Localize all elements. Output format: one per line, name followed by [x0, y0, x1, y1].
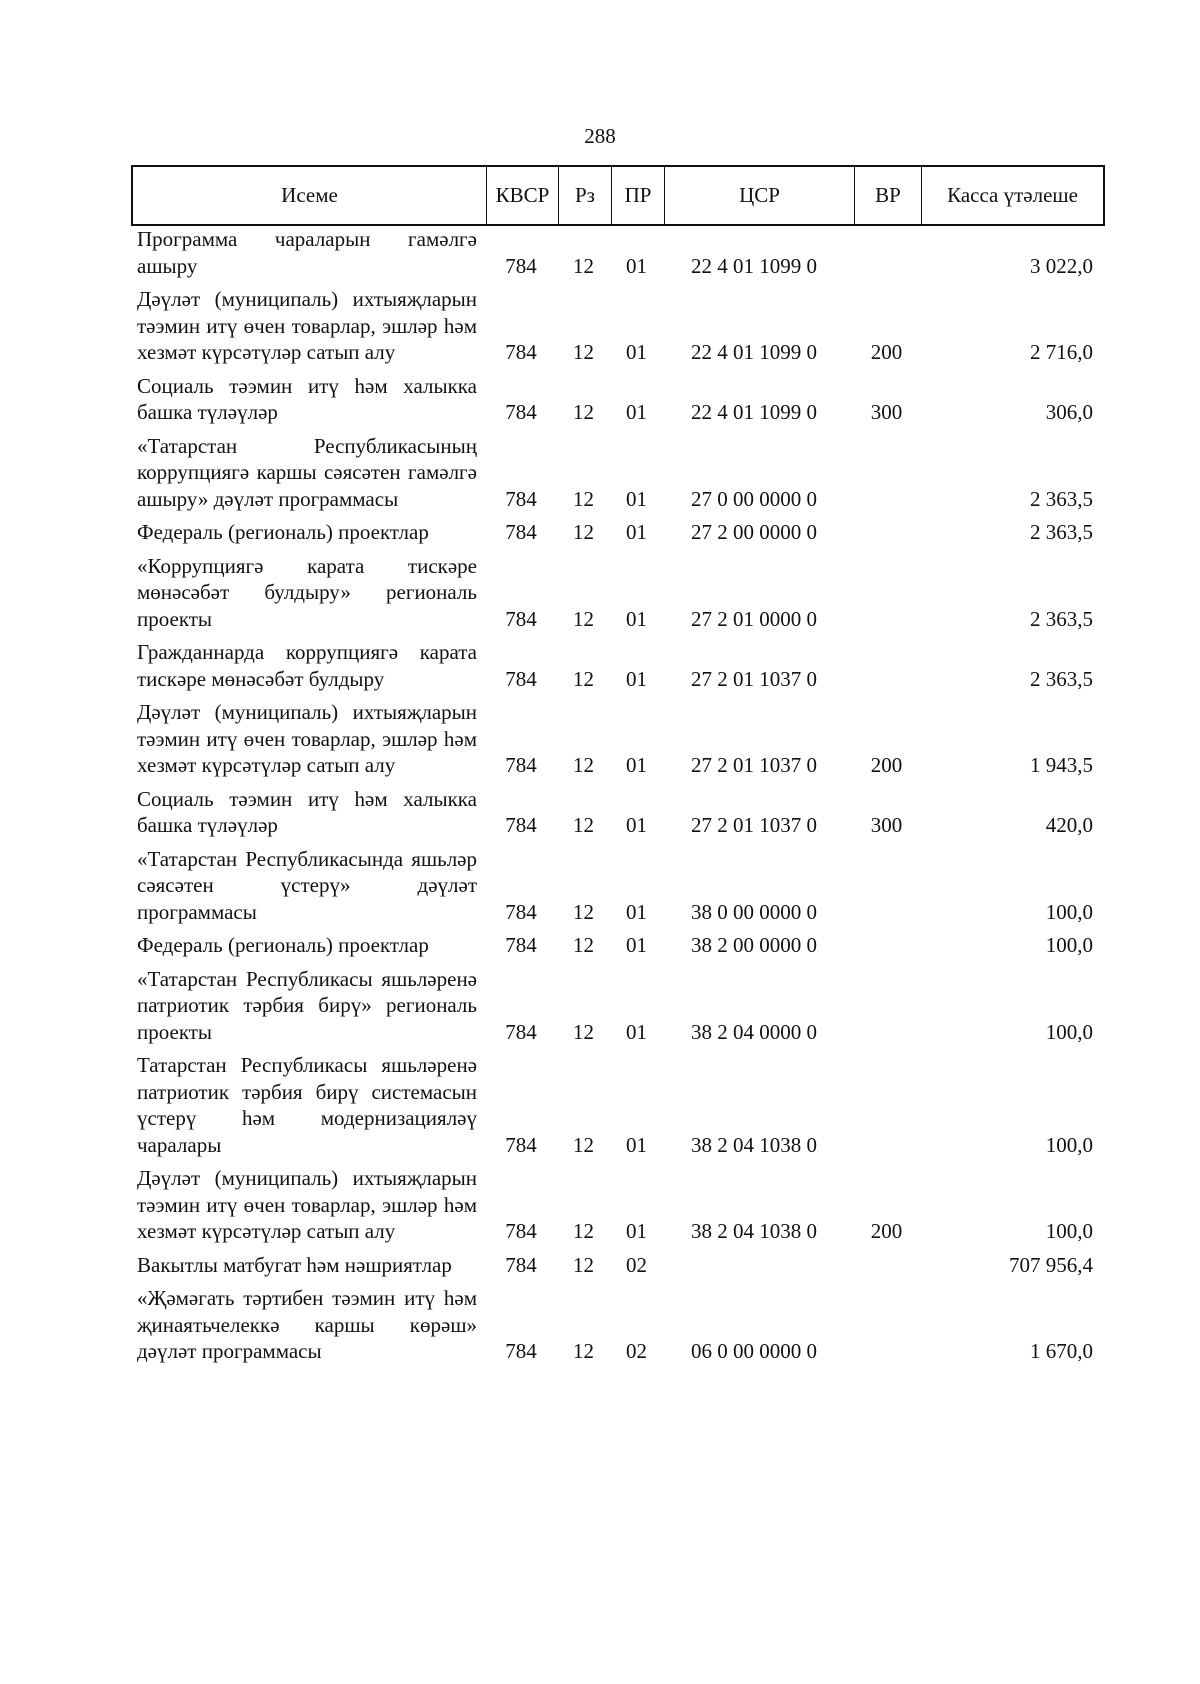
row-name: Татарстан Республикасы яшьләренә патриотик тәрбия бирү системасын үстерү һәм модернизацияләү чаралары	[137, 1053, 477, 1157]
row-sum: 1 943,5	[1030, 753, 1093, 777]
table-row	[131, 1285, 1105, 1365]
row-name: Федераль (региональ) проектлар	[137, 520, 429, 544]
row-rz: 12	[573, 753, 594, 777]
row-rz: 12	[573, 486, 594, 511]
column-header-name: Исеме	[133, 167, 487, 224]
row-rz: 12	[573, 253, 594, 278]
table-row	[131, 1252, 1105, 1279]
row-rz: 12	[573, 520, 594, 544]
row-csr: 27 2 01 1037 0	[691, 753, 817, 777]
row-sum: 100,0	[1045, 899, 1093, 924]
row-name: «Татарстан Республикасының коррупциягә каршы сәясәтен гамәлгә ашыру» дәүләт программасы	[137, 433, 477, 511]
row-csr: 27 2 01 1037 0	[691, 813, 817, 837]
row-vr: 200	[870, 753, 903, 777]
row-pr: 01	[626, 1132, 647, 1157]
row-sum: 2 363,5	[1030, 606, 1093, 631]
row-csr: 38 0 00 0000 0	[691, 899, 817, 924]
row-csr: 38 2 04 0000 0	[691, 1019, 817, 1044]
row-pr: 01	[626, 520, 647, 544]
table-row	[131, 553, 1105, 633]
column-header-pr: ПР	[612, 167, 665, 224]
row-rz: 12	[573, 899, 594, 924]
row-kvsr: 784	[505, 933, 537, 957]
row-pr: 01	[626, 933, 647, 957]
table-row	[131, 1052, 1105, 1158]
column-header-sum: Касса үтәлеше	[947, 183, 1078, 207]
column-header-vr: ВР	[855, 167, 922, 224]
row-pr: 01	[626, 340, 647, 364]
row-sum: 2 363,5	[1030, 666, 1093, 691]
row-sum: 306,0	[1045, 400, 1093, 424]
row-sum: 2 363,5	[1030, 520, 1093, 544]
row-rz: 12	[573, 1219, 594, 1243]
row-rz: 12	[573, 606, 594, 631]
row-csr: 22 4 01 1099 0	[691, 400, 817, 424]
row-kvsr: 784	[505, 899, 537, 924]
row-name: Социаль тәэмин итү һәм халыкка башка түләүләр	[137, 373, 477, 424]
table-row	[131, 699, 1105, 779]
row-kvsr: 784	[505, 753, 537, 777]
row-rz: 12	[573, 1339, 594, 1363]
page-number: 288	[584, 124, 616, 148]
row-pr: 02	[626, 1252, 647, 1277]
row-sum: 100,0	[1045, 1132, 1093, 1157]
row-name: «Татарстан Республикасы яшьләренә патриотик тәрбия бирү» региональ проекты	[137, 966, 477, 1044]
row-name: Гражданнарда коррупциягә карата тискәре мөнәсәбәт булдыру	[137, 640, 477, 691]
table-row	[131, 786, 1105, 839]
row-pr: 01	[626, 813, 647, 837]
row-kvsr: 784	[505, 1252, 537, 1277]
row-pr: 01	[626, 753, 647, 777]
table-header	[131, 165, 1105, 226]
row-sum: 100,0	[1045, 1219, 1093, 1243]
row-name: Федераль (региональ) проектлар	[137, 933, 429, 957]
row-name: Социаль тәэмин итү һәм халыкка башка түләүләр	[137, 786, 477, 837]
column-header-kvsr: КВСР	[487, 167, 559, 224]
row-pr: 01	[626, 1019, 647, 1044]
row-rz: 12	[573, 400, 594, 424]
row-rz: 12	[573, 1019, 594, 1044]
row-vr: 300	[870, 813, 903, 837]
row-kvsr: 784	[505, 1019, 537, 1044]
table-row	[131, 1165, 1105, 1245]
row-csr: 38 2 04 1038 0	[691, 1219, 817, 1243]
row-csr: 27 0 00 0000 0	[691, 486, 817, 511]
row-pr: 02	[626, 1339, 647, 1363]
row-name: Вакытлы матбугат һәм нәшриятлар	[137, 1252, 452, 1277]
row-pr: 01	[626, 606, 647, 631]
row-rz: 12	[573, 813, 594, 837]
table-row	[131, 932, 1105, 959]
table-row	[131, 639, 1105, 692]
row-pr: 01	[626, 666, 647, 691]
table-row	[131, 433, 1105, 513]
row-pr: 01	[626, 400, 647, 424]
table-row	[131, 226, 1105, 279]
row-csr: 06 0 00 0000 0	[691, 1339, 817, 1363]
row-name: «Җәмәгать тәртибен тәэмин итү һәм җинаятьчелеккә каршы көрәш» дәүләт программасы	[137, 1286, 477, 1363]
row-pr: 01	[626, 253, 647, 278]
table-row	[131, 846, 1105, 926]
row-name: «Татарстан Республикасында яшьләр сәясәтен үстерү» дәүләт программасы	[137, 846, 477, 924]
row-csr: 38 2 04 1038 0	[691, 1132, 817, 1157]
column-header-rz: Рз	[559, 167, 612, 224]
row-sum: 100,0	[1045, 1019, 1093, 1044]
row-name: «Коррупциягә карата тискәре мөнәсәбәт булдыру» региональ проекты	[137, 553, 477, 631]
row-vr: 200	[870, 1219, 903, 1243]
row-rz: 12	[573, 340, 594, 364]
row-kvsr: 784	[505, 486, 537, 511]
table-row	[131, 966, 1105, 1046]
row-kvsr: 784	[505, 340, 537, 364]
table-row	[131, 286, 1105, 366]
row-kvsr: 784	[505, 1132, 537, 1157]
row-sum: 707 956,4	[1009, 1252, 1093, 1277]
row-rz: 12	[573, 666, 594, 691]
row-kvsr: 784	[505, 1339, 537, 1363]
row-kvsr: 784	[505, 253, 537, 278]
row-csr: 27 2 01 1037 0	[691, 666, 817, 691]
row-sum: 420,0	[1045, 813, 1093, 837]
row-sum: 2 363,5	[1030, 486, 1093, 511]
row-name: Дәүләт (муниципаль) ихтыяҗларын тәэмин итү өчен товарлар, эшләр һәм хезмәт күрсәтүләр сатып алу	[137, 287, 477, 364]
row-sum: 1 670,0	[1030, 1339, 1093, 1363]
column-header-csr: ЦСР	[665, 167, 855, 224]
table-row	[131, 373, 1105, 426]
row-vr: 300	[870, 400, 903, 424]
row-kvsr: 784	[505, 813, 537, 837]
row-csr: 38 2 00 0000 0	[691, 933, 817, 957]
row-name: Программа чараларын гамәлгә ашыру	[137, 227, 477, 278]
table-row	[131, 519, 1105, 546]
row-sum: 2 716,0	[1030, 340, 1093, 364]
row-vr: 200	[870, 340, 903, 364]
table-body	[131, 226, 1105, 1372]
row-name: Дәүләт (муниципаль) ихтыяҗларын тәэмин итү өчен товарлар, эшләр һәм хезмәт күрсәтүләр сатып алу	[137, 1166, 477, 1243]
row-kvsr: 784	[505, 1219, 537, 1243]
row-csr: 22 4 01 1099 0	[691, 340, 817, 364]
row-rz: 12	[573, 1132, 594, 1157]
row-csr: 22 4 01 1099 0	[691, 253, 817, 278]
row-kvsr: 784	[505, 400, 537, 424]
row-csr: 27 2 00 0000 0	[691, 520, 817, 544]
row-name: Дәүләт (муниципаль) ихтыяҗларын тәэмин итү өчен товарлар, эшләр һәм хезмәт күрсәтүләр сатып алу	[137, 700, 477, 777]
row-kvsr: 784	[505, 520, 537, 544]
row-sum: 3 022,0	[1030, 253, 1093, 278]
row-pr: 01	[626, 1219, 647, 1243]
row-rz: 12	[573, 1252, 594, 1277]
row-kvsr: 784	[505, 606, 537, 631]
row-sum: 100,0	[1045, 933, 1093, 957]
row-rz: 12	[573, 933, 594, 957]
row-kvsr: 784	[505, 666, 537, 691]
row-csr: 27 2 01 0000 0	[691, 606, 817, 631]
row-pr: 01	[626, 486, 647, 511]
row-pr: 01	[626, 899, 647, 924]
